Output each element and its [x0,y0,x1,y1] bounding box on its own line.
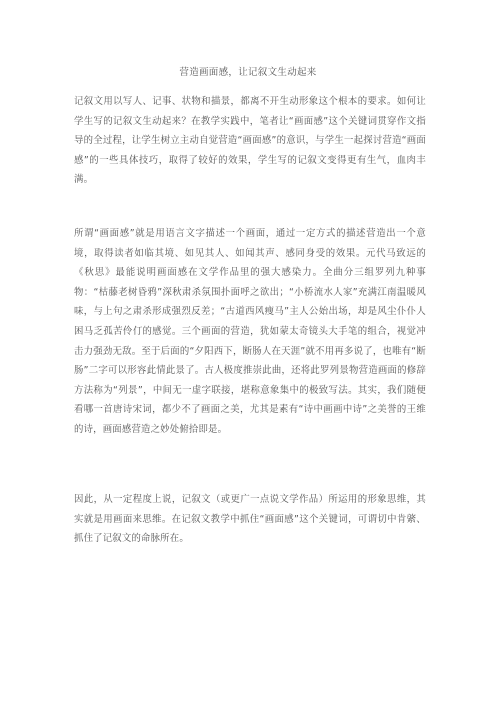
paragraph-intro: 记叙文用以写人、记事、状物和描景，都离不开生动形象这个根本的要求。如何让学生写的记叙文生动起来？在教学实践中，笔者让“画面感”这个关键词贯穿作文指导的全过程，让学生树立主动自觉营造“画面感”的意识，与学生一起探讨营造“画面感”的一些具体技巧，取得了较好的效果，学生写的记叙文变得更有生气，血肉丰满。 [74,96,426,186]
document-title: 营造画面感，让记叙文生动起来 [179,67,317,78]
paragraph-conclusion: 因此，从一定程度上说，记叙文（或更广一点说文学作品）所运用的形象思维，其实就是用画面来思维。在记叙文教学中抓住“画面感”这个关键词，可谓切中肯綮、抓住了记叙文的命脉所在。 [74,494,426,545]
paragraph-definition: 所谓“画面感”就是用语言文字描述一个画面，通过一定方式的描述营造出一个意境，取得读者如临其境、如见其人、如闻其声、感同身受的效果。元代马致远的《秋思》最能说明画面感在文学作品里的强大感染力。全曲分三组罗列九种事物：“枯藤老树昏鸦”深秋肃杀氛围扑面呼之欲出；“小桥流水人家”充满江南温暖风味，与上句之肃杀形成强烈反差；“古道西风瘦马”主人公始出场，却是风尘仆仆人困马乏孤苦伶仃的感觉。三个画面的营造，犹如蒙太奇镜头大手笔的组合，视觉冲击力强劲无敌。至于后面的“夕阳西下，断肠人在天涯”就不用再多说了，也唯有“断肠”二字可以形容此情此景了。古人极度推崇此曲，还将此罗列景物营造画面的修辞方法称为“列景”，中间无一虚字联接，堪称意象集中的极致写法。其实，我们随便看哪一首唐诗宋词，都少不了画面之美，尤其是素有“诗中画画中诗”之美誉的王维的诗，画面感营造之妙处俯拾即是。 [74,228,426,435]
